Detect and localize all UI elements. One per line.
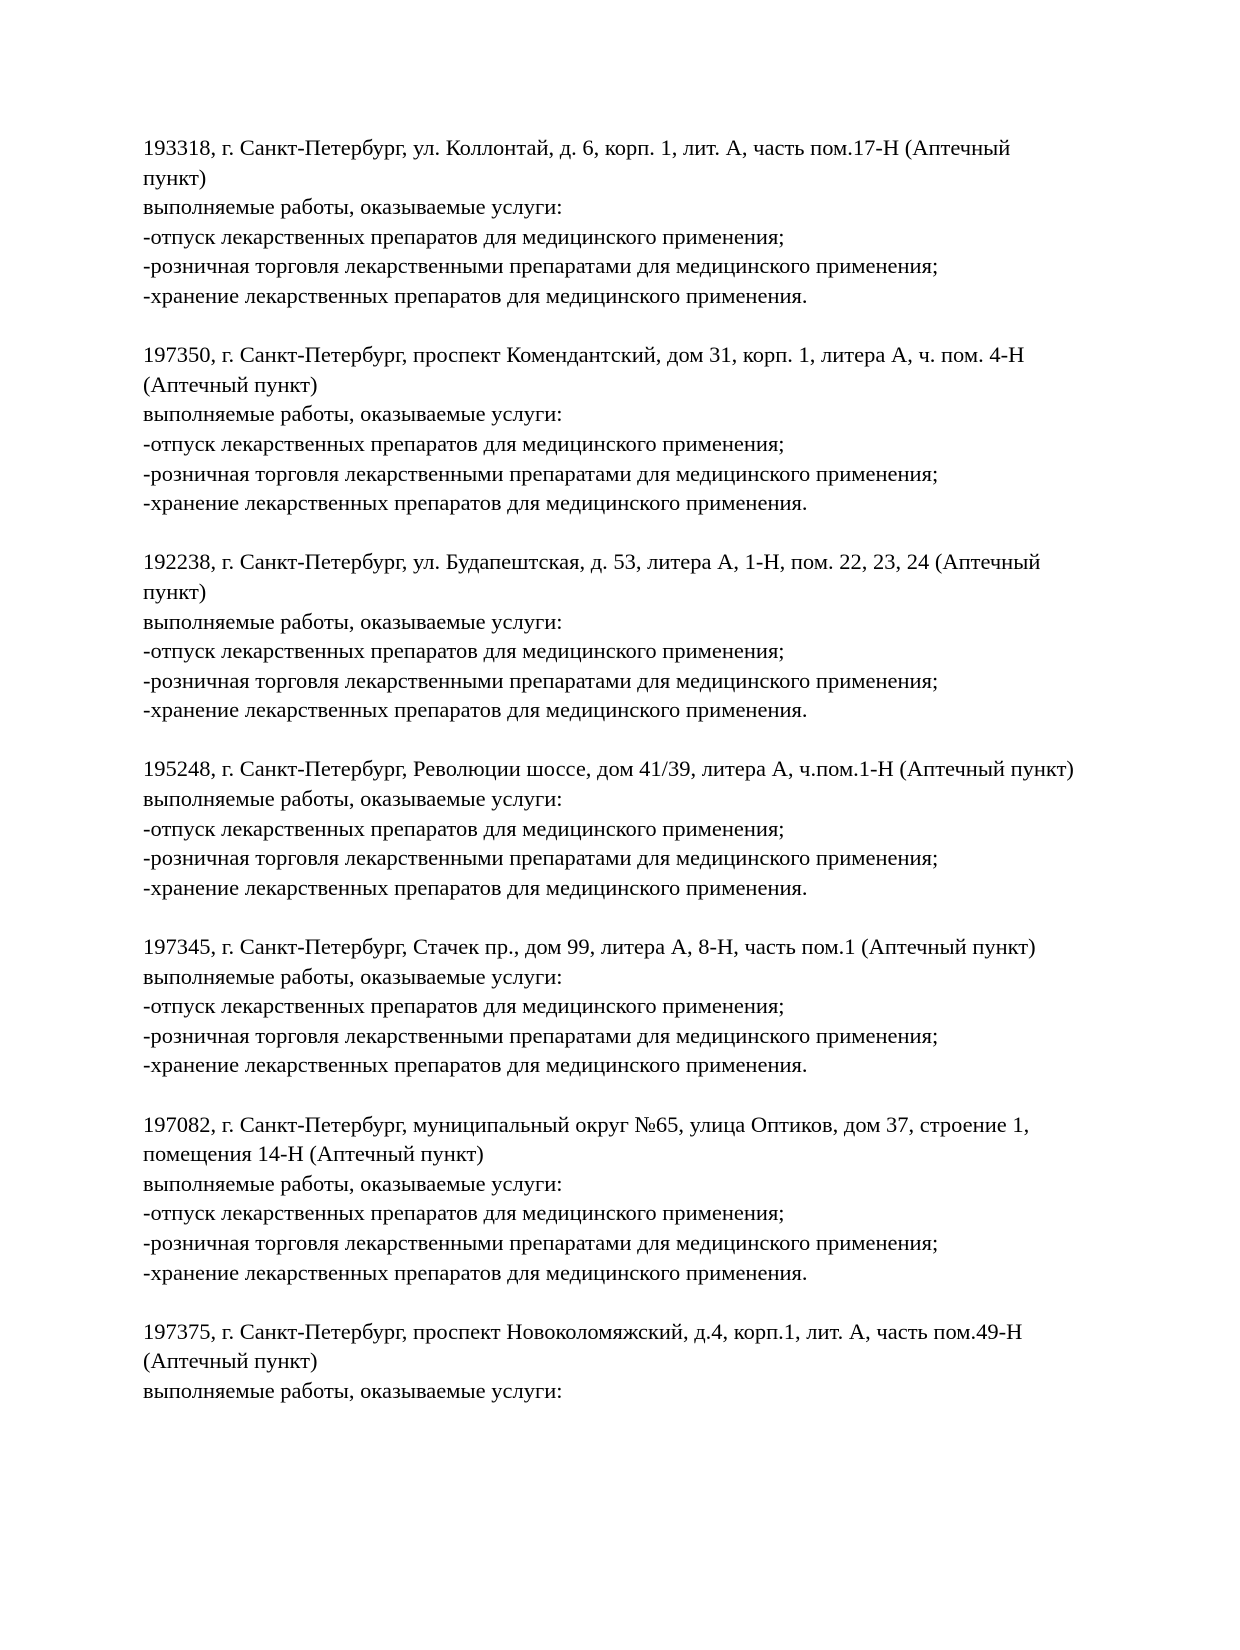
address-line: 193318, г. Санкт-Петербург, ул. Коллонтай, д. 6, корп. 1, лит. А, часть пом.17-Н (Аптечный — [143, 135, 1011, 160]
service-item: -отпуск лекарственных препаратов для медицинского применения; — [143, 223, 785, 249]
address-line: 197375, г. Санкт-Петербург, проспект Новоколомяжский, д.4, корп.1, лит. А, часть пом.49-Н — [143, 1318, 1023, 1344]
service-item: -хранение лекарственных препаратов для медицинского применения. — [143, 1259, 808, 1285]
address-line: 197082, г. Санкт-Петербург, муниципальный округ №65, улица Оптиков, дом 37, строение 1, — [143, 1111, 1030, 1137]
pharmacy-entry — [143, 547, 1163, 725]
works-label: выполняемые работы, оказываемые услуги: — [143, 194, 563, 220]
address-line: пункт) — [143, 164, 207, 190]
service-item: -розничная торговля лекарственными препаратами для медицинского применения; — [143, 1229, 939, 1255]
works-label: выполняемые работы, оказываемые услуги: — [143, 401, 563, 427]
address-line: 197345, г. Санкт-Петербург, Стачек пр., дом 99, литера А, 8-Н, часть пом.1 (Аптечный пункт) — [143, 934, 1036, 960]
service-item: -хранение лекарственных препаратов для медицинского применения. — [143, 697, 808, 723]
pharmacy-entry — [143, 133, 1163, 311]
pharmacy-entry — [143, 932, 1163, 1080]
service-item: -розничная торговля лекарственными препаратами для медицинского применения; — [143, 253, 939, 279]
pharmacy-entry — [143, 754, 1163, 902]
service-item: -отпуск лекарственных препаратов для медицинского применения; — [143, 993, 785, 1019]
address-line: помещения 14-Н (Аптечный пункт) — [143, 1141, 484, 1167]
works-label: выполняемые работы, оказываемые услуги: — [143, 963, 563, 989]
pharmacy-entry — [143, 1317, 1163, 1406]
works-label: выполняемые работы, оказываемые услуги: — [143, 1170, 563, 1196]
pharmacy-entry — [143, 340, 1163, 518]
address-line: пункт) — [143, 578, 207, 604]
service-item: -розничная торговля лекарственными препаратами для медицинского применения; — [143, 460, 939, 486]
works-label: выполняемые работы, оказываемые услуги: — [143, 608, 563, 634]
service-item: -отпуск лекарственных препаратов для медицинского применения; — [143, 430, 785, 456]
service-item: -розничная торговля лекарственными препаратами для медицинского применения; — [143, 667, 939, 693]
service-item: -отпуск лекарственных препаратов для медицинского применения; — [143, 815, 785, 841]
service-item: -хранение лекарственных препаратов для медицинского применения. — [143, 490, 808, 516]
works-label: выполняемые работы, оказываемые услуги: — [143, 786, 563, 812]
pharmacy-entry — [143, 1110, 1163, 1288]
address-line: (Аптечный пункт) — [143, 1348, 318, 1374]
service-item: -отпуск лекарственных препаратов для медицинского применения; — [143, 1200, 785, 1226]
document-body — [143, 133, 1163, 1435]
service-item: -розничная торговля лекарственными препаратами для медицинского применения; — [143, 1022, 939, 1048]
service-item: -хранение лекарственных препаратов для медицинского применения. — [143, 874, 808, 900]
address-line: 197350, г. Санкт-Петербург, проспект Комендантский, дом 31, корп. 1, литера А, ч. пом. 4-Н — [143, 342, 1025, 368]
service-item: -хранение лекарственных препаратов для медицинского применения. — [143, 282, 808, 308]
service-item: -отпуск лекарственных препаратов для медицинского применения; — [143, 638, 785, 664]
address-line: (Аптечный пункт) — [143, 371, 318, 397]
address-line: 192238, г. Санкт-Петербург, ул. Будапештская, д. 53, литера А, 1-Н, пом. 22, 23, 24 (Аптечный — [143, 549, 1041, 575]
address-line: 195248, г. Санкт-Петербург, Революции шоссе, дом 41/39, литера А, ч.пом.1-Н (Аптечный пункт) — [143, 756, 1074, 782]
works-label: выполняемые работы, оказываемые услуги: — [143, 1377, 563, 1403]
service-item: -хранение лекарственных препаратов для медицинского применения. — [143, 1052, 808, 1078]
service-item: -розничная торговля лекарственными препаратами для медицинского применения; — [143, 845, 939, 871]
